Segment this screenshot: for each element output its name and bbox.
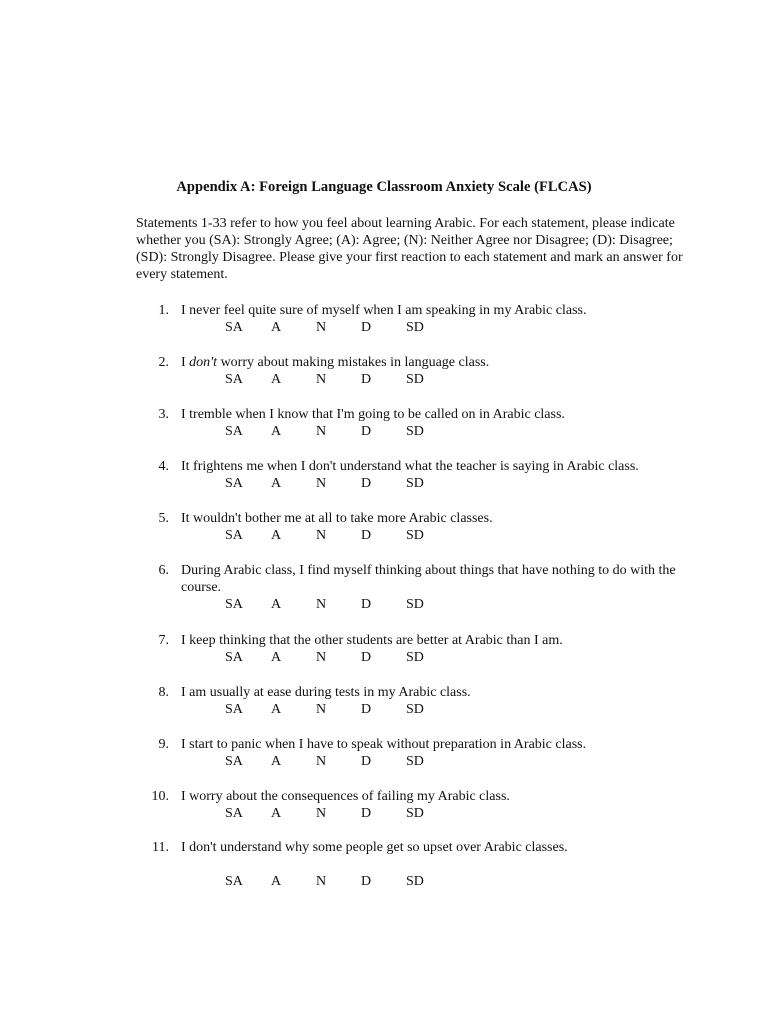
instructions-paragraph: Statements 1-33 refer to how you feel about learning Arabic. For each statement, please indicate whether you (SA): Strongly Agree; (A): Agree; (N): Neither Agree nor Disagree; (D): Disagree; (SD): Strongly Disagree. Please give your first reaction to each statement and mark an answer for every statement. (136, 216, 683, 282)
option-strongly-disagree[interactable]: SD (406, 754, 424, 769)
rating-scale (136, 423, 716, 440)
statement-emphasis: don't (189, 355, 218, 370)
option-strongly-disagree[interactable]: SD (406, 372, 424, 387)
option-neither[interactable]: N (316, 528, 327, 543)
questionnaire-item (136, 458, 716, 492)
rating-scale (136, 701, 716, 718)
questionnaire-item (136, 736, 716, 770)
option-agree[interactable]: A (271, 754, 282, 769)
questionnaire-item (136, 510, 716, 544)
option-disagree[interactable]: D (361, 424, 372, 439)
option-strongly-agree[interactable]: SA (225, 372, 243, 387)
questionnaire-item (136, 788, 716, 822)
option-strongly-disagree[interactable]: SD (406, 702, 424, 717)
item-number: 3. (158, 407, 169, 422)
item-number: 1. (158, 303, 169, 318)
option-strongly-agree[interactable]: SA (225, 528, 243, 543)
option-neither[interactable]: N (316, 874, 327, 889)
option-strongly-disagree[interactable]: SD (406, 424, 424, 439)
option-strongly-agree[interactable]: SA (225, 874, 243, 889)
item-statement: I start to panic when I have to speak without preparation in Arabic class. (181, 737, 587, 752)
item-statement: During Arabic class, I find myself thinking about things that have nothing to do with the course. (181, 563, 676, 595)
rating-scale (136, 649, 716, 666)
rating-scale (136, 873, 716, 890)
option-disagree[interactable]: D (361, 874, 372, 889)
option-strongly-agree[interactable]: SA (225, 650, 243, 665)
option-strongly-disagree[interactable]: SD (406, 476, 424, 491)
option-strongly-disagree[interactable]: SD (406, 320, 424, 335)
option-neither[interactable]: N (316, 702, 327, 717)
option-disagree[interactable]: D (361, 806, 372, 821)
item-statement: It wouldn't bother me at all to take more Arabic classes. (181, 511, 493, 526)
option-strongly-disagree[interactable]: SD (406, 806, 424, 821)
item-statement: It frightens me when I don't understand what the teacher is saying in Arabic class. (181, 459, 639, 474)
item-statement: I worry about the consequences of failing my Arabic class. (181, 789, 510, 804)
item-number: 8. (158, 685, 169, 700)
item-number: 10. (151, 789, 169, 804)
item-statement (181, 354, 716, 371)
item-number: 7. (158, 633, 169, 648)
document-title: Appendix A: Foreign Language Classroom Anxiety Scale (FLCAS) (176, 179, 592, 195)
rating-scale (136, 753, 716, 770)
option-agree[interactable]: A (271, 597, 282, 612)
item-number: 11. (152, 840, 169, 855)
option-neither[interactable]: N (316, 372, 327, 387)
item-statement: I keep thinking that the other students are better at Arabic than I am. (181, 633, 563, 648)
option-neither[interactable]: N (316, 476, 327, 491)
rating-scale (136, 805, 716, 822)
option-agree[interactable]: A (271, 424, 282, 439)
item-number: 9. (158, 737, 169, 752)
item-statement: I never feel quite sure of myself when I am speaking in my Arabic class. (181, 303, 587, 318)
item-number: 2. (158, 355, 169, 370)
option-disagree[interactable]: D (361, 476, 372, 491)
option-strongly-disagree[interactable]: SD (406, 528, 424, 543)
questionnaire-item (136, 302, 716, 336)
questionnaire-item (136, 684, 716, 718)
option-strongly-disagree[interactable]: SD (406, 597, 424, 612)
option-neither[interactable]: N (316, 754, 327, 769)
option-agree[interactable]: A (271, 528, 282, 543)
option-neither[interactable]: N (316, 806, 327, 821)
option-disagree[interactable]: D (361, 650, 372, 665)
option-neither[interactable]: N (316, 650, 327, 665)
option-agree[interactable]: A (271, 650, 282, 665)
option-strongly-agree[interactable]: SA (225, 476, 243, 491)
rating-scale (136, 319, 716, 336)
option-disagree[interactable]: D (361, 597, 372, 612)
questionnaire-item (136, 406, 716, 440)
option-agree[interactable]: A (271, 874, 282, 889)
option-strongly-agree[interactable]: SA (225, 424, 243, 439)
option-agree[interactable]: A (271, 320, 282, 335)
rating-scale (136, 596, 716, 613)
item-number: 4. (158, 459, 169, 474)
spacer (136, 856, 716, 873)
item-statement: I am usually at ease during tests in my Arabic class. (181, 685, 471, 700)
option-agree[interactable]: A (271, 476, 282, 491)
option-strongly-agree[interactable]: SA (225, 597, 243, 612)
statement-rest: worry about making mistakes in language class. (217, 355, 490, 370)
option-strongly-disagree[interactable]: SD (406, 650, 424, 665)
option-agree[interactable]: A (271, 806, 282, 821)
option-neither[interactable]: N (316, 597, 327, 612)
rating-scale (136, 527, 716, 544)
option-disagree[interactable]: D (361, 372, 372, 387)
option-strongly-agree[interactable]: SA (225, 702, 243, 717)
rating-scale (136, 371, 716, 388)
item-number: 5. (158, 511, 169, 526)
option-disagree[interactable]: D (361, 320, 372, 335)
option-neither[interactable]: N (316, 424, 327, 439)
questionnaire-item (136, 562, 716, 613)
option-strongly-agree[interactable]: SA (225, 320, 243, 335)
questionnaire-item (136, 632, 716, 666)
item-statement: I don't understand why some people get so upset over Arabic classes. (181, 840, 568, 855)
statement-prefix: I (181, 355, 190, 370)
option-agree[interactable]: A (271, 702, 282, 717)
option-agree[interactable]: A (271, 372, 282, 387)
option-neither[interactable]: N (316, 320, 327, 335)
option-disagree[interactable]: D (361, 702, 372, 717)
option-disagree[interactable]: D (361, 754, 372, 769)
rating-scale (136, 475, 716, 492)
item-number: 6. (158, 563, 169, 578)
option-disagree[interactable]: D (361, 528, 372, 543)
questionnaire-item (136, 354, 716, 388)
option-strongly-agree[interactable]: SA (225, 754, 243, 769)
item-statement: I tremble when I know that I'm going to be called on in Arabic class. (181, 407, 565, 422)
option-strongly-agree[interactable]: SA (225, 806, 243, 821)
option-strongly-disagree[interactable]: SD (406, 874, 424, 889)
questionnaire-item (136, 839, 716, 890)
